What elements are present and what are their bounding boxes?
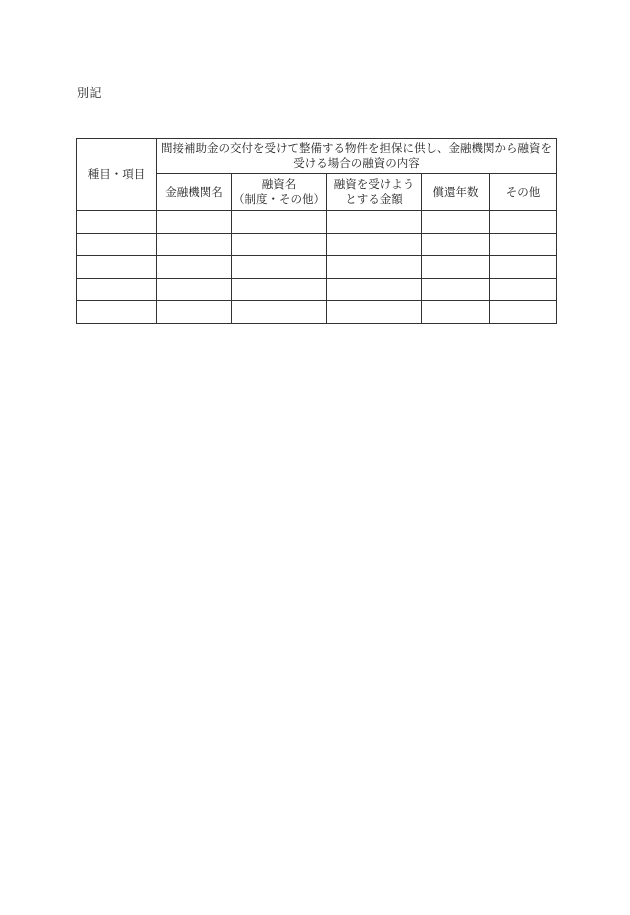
table-cell[interactable] — [157, 301, 232, 324]
table-cell[interactable] — [77, 256, 157, 279]
table-cell[interactable] — [422, 301, 490, 324]
table-row — [77, 301, 557, 324]
other-header: その他 — [490, 174, 557, 211]
table-cell[interactable] — [157, 256, 232, 279]
table-cell[interactable] — [327, 256, 422, 279]
table-cell[interactable] — [157, 278, 232, 301]
bank-name-header: 金融機関名 — [157, 174, 232, 211]
table-cell[interactable] — [77, 211, 157, 234]
item-column-header: 種目・項目 — [77, 139, 157, 211]
table-cell[interactable] — [232, 278, 327, 301]
loan-name-header: 融資名 （制度・その他） — [232, 174, 327, 211]
table-cell[interactable] — [77, 278, 157, 301]
loan-details-table — [76, 138, 557, 324]
table-header-row — [77, 139, 557, 174]
table-cell[interactable] — [490, 301, 557, 324]
table-cell[interactable] — [232, 301, 327, 324]
loan-content-group-header: 間接補助金の交付を受けて整備する物件を担保に供し、金融機関から融資を受ける場合の融資の内容 — [157, 139, 557, 174]
table-cell[interactable] — [422, 233, 490, 256]
table-cell[interactable] — [422, 256, 490, 279]
table-cell[interactable] — [490, 233, 557, 256]
table-row — [77, 256, 557, 279]
loan-amount-header: 融資を受けよう とする金額 — [327, 174, 422, 211]
repayment-years-header: 償還年数 — [422, 174, 490, 211]
table-cell[interactable] — [232, 233, 327, 256]
page-heading: 別記 — [77, 86, 103, 100]
table-cell[interactable] — [490, 211, 557, 234]
table-row — [77, 211, 557, 234]
table-row — [77, 278, 557, 301]
table-cell[interactable] — [327, 211, 422, 234]
table-row — [77, 233, 557, 256]
table-cell[interactable] — [327, 233, 422, 256]
table-cell[interactable] — [157, 211, 232, 234]
table-cell[interactable] — [490, 278, 557, 301]
table-cell[interactable] — [327, 278, 422, 301]
table-cell[interactable] — [422, 211, 490, 234]
table-cell[interactable] — [77, 301, 157, 324]
table-cell[interactable] — [77, 233, 157, 256]
table-cell[interactable] — [157, 233, 232, 256]
table-cell[interactable] — [422, 278, 490, 301]
table-cell[interactable] — [490, 256, 557, 279]
table-cell[interactable] — [327, 301, 422, 324]
table-cell[interactable] — [232, 211, 327, 234]
table-cell[interactable] — [232, 256, 327, 279]
